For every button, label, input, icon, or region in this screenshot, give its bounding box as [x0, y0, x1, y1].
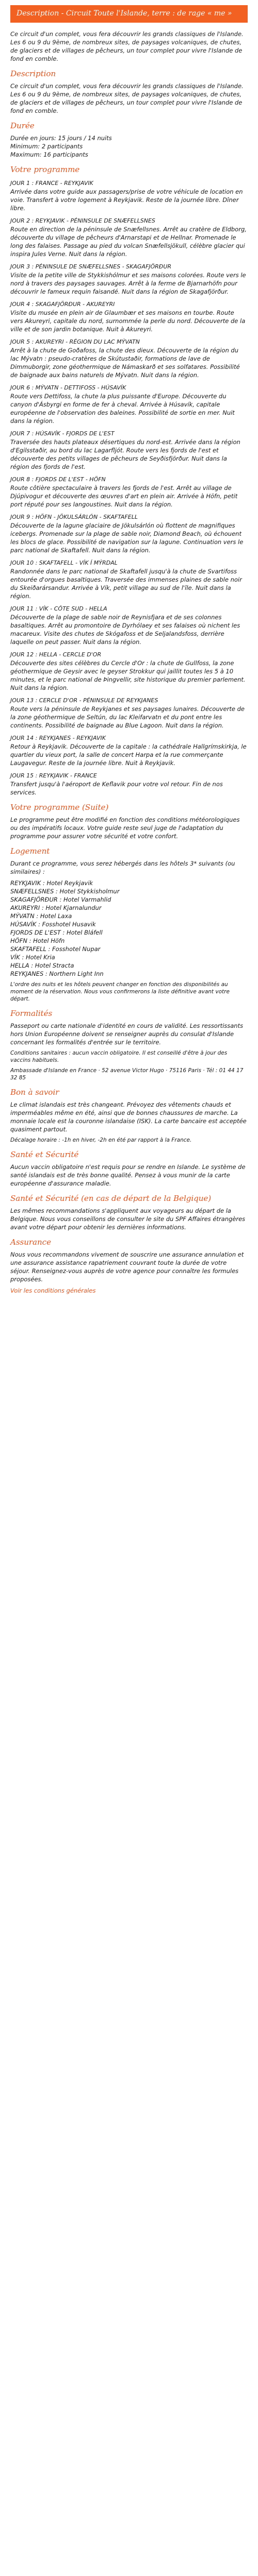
hotel-item: AKUREYRI : Hotel Kjarnalundur — [10, 904, 102, 911]
section-title-logement: Logement — [10, 846, 50, 856]
hotel-item: SKAFTAFELL : Fosshotel Nupar — [10, 945, 101, 953]
day-block — [10, 735, 248, 767]
day-text: Route vers Dettifoss, la chute la plus puissante d'Europe. Découverte du canyon d'Ásbyrgi en forme de fer à cheval. Arrivée à Húsavík, capitale européenne de l'observation des baleines. Possibilité de sortie en mer. Nuit dans la région. — [10, 393, 235, 425]
hotel-item: MÝVATN : Hotel Laxa — [10, 912, 72, 920]
assurance-text: Nous vous recommandons vivement de souscrire une assurance annulation et une assurance assistance rapatriement couvrant toute la durée de votre séjour. Renseignez-vous auprès de votre agence pour connaître les formules proposées. — [10, 1251, 244, 1283]
page — [0, 5, 258, 1313]
hotel-item: HELLA : Hotel Stracta — [10, 962, 74, 969]
section-title-description: Description — [10, 69, 56, 78]
programme-days — [10, 180, 248, 796]
formalites-note: Conditions sanitaires : aucun vaccin obligatoire. Il est conseillé d'être à jour des vaccins habituels. — [10, 1050, 228, 1063]
hotel-item: HÚSAVÍK : Fosshotel Husavik — [10, 921, 96, 928]
day-heading: JOUR 9 : HÖFN - JÖKULSÁRLÓN - SKAFTAFELL — [10, 514, 138, 520]
day-text: Découverte de la plage de sable noir de Reynisfjara et de ses colonnes basaltiques. Arrêt au promontoire de Dyrhólaey et ses falaises où nichent les macareux. Visite des chutes de Skógafoss et de Seljalandsfoss, derrière laquelle on peut passer. Nuit dans la région. — [10, 614, 240, 646]
day-text: Découverte des sites célèbres du Cercle d'Or : la chute de Gullfoss, la zone géothermique de Geysir avec le geyser Strokkur qui jaillit toutes les 5 à 10 minutes, et le parc national de Þingvellir, site historique du premier parlement. Nuit dans la région. — [10, 659, 246, 691]
day-heading: JOUR 10 : SKAFTAFELL - VÍK Í MÝRDAL — [10, 560, 118, 566]
hotel-item: SKAGAFJÖRÐUR : Hotel Varmahlid — [10, 896, 111, 903]
hotel-item: SNÆFELLSNES : Hotel Stykkisholmur — [10, 888, 120, 895]
day-heading: JOUR 13 : CERCLE D'OR - PÉNINSULE DE REYKJANES — [10, 697, 158, 704]
day-text: Visite de la petite ville de Stykkishólmur et ses maisons colorées. Route vers le nord à travers des paysages sauvages. Arrêt à la ferme de Bjarnarhöfn pour découvrir le fameux requin faisandé. Nuit dans la région de Skagafjörður. — [10, 272, 246, 295]
day-heading: JOUR 7 : HÚSAVÍK - FJORDS DE L'EST — [10, 430, 115, 437]
hotel-item: REYKJAVIK : Hotel Reykjavik — [10, 879, 93, 887]
day-heading: JOUR 12 : HELLA - CERCLE D'OR — [10, 651, 102, 658]
programme-suite-text: Le programme peut être modifié en fonction des conditions météorologiques ou des impératifs locaux. Votre guide reste seul juge de l'adaptation du programme pour assurer votre sécurité et votre confort. — [10, 816, 240, 840]
day-block — [10, 217, 248, 258]
section-title-duree: Durée — [10, 121, 35, 130]
duree-list — [10, 134, 248, 159]
day-text: Route vers la péninsule de Reykjanes et ses paysages lunaires. Découverte de la zone géothermique de Seltún, du lac Kleifarvatn et du pont entre les continents. Possibilité de baignade au Blue Lagoon. Nuit dans la région. — [10, 705, 245, 729]
day-heading: JOUR 8 : FJORDS DE L'EST - HÖFN — [10, 476, 106, 483]
sante-text: Aucun vaccin obligatoire n'est requis pour se rendre en Islande. Le système de santé islandais est de très bonne qualité. Pensez à vous munir de la carte européenne d'assurance maladie. — [10, 1163, 246, 1187]
day-text: Transfert jusqu'à l'aéroport de Keflavik pour votre vol retour. Fin de nos services. — [10, 781, 223, 796]
day-block — [10, 605, 248, 646]
logement-note: L'ordre des nuits et les hôtels peuvent changer en fonction des disponibilités au moment de la réservation. Nous vous confirmerons la liste définitive avant votre départ. — [10, 981, 230, 1002]
hotel-item: FJORDS DE L'EST : Hotel Bláfell — [10, 929, 103, 936]
day-text: Retour à Reykjavik. Découverte de la capitale : la cathédrale Hallgrímskirkja, le quartier du vieux port, la salle de concert Harpa et la rue commerçante Laugavegur. Reste de la journée libre. Nuit à Reykjavik. — [10, 743, 247, 767]
day-block — [10, 338, 248, 379]
hotel-item: REYKJANES : Northern Light Inn — [10, 970, 104, 977]
day-heading: JOUR 4 : SKAGAFJÖRÐUR - AKUREYRI — [10, 301, 115, 308]
section-title-programme-suite: Votre programme (Suite) — [10, 803, 109, 812]
day-heading: JOUR 11 : VÍK - CÔTE SUD - HELLA — [10, 605, 107, 612]
day-block — [10, 263, 248, 296]
day-block — [10, 430, 248, 471]
day-block — [10, 697, 248, 730]
duree-line: Maximum: 16 participants — [10, 151, 88, 158]
logement-intro: Durant ce programme, vous serez hébergés dans les hôtels 3* suivants (ou similaires) : — [10, 860, 235, 875]
hotel-item: VÍK : Hotel Kria — [10, 954, 55, 961]
day-block — [10, 384, 248, 425]
day-block — [10, 651, 248, 692]
page-title-banner — [10, 5, 248, 23]
page-title: Description - Circuit Toute l'Islande, terre : de rage « me » — [17, 9, 232, 18]
intro-text: Ce circuit d'un complet, vous fera découvrir les grands classiques de l'Islande. Les 6 ou 9 du 9ème, de nombreux sites, de paysages volcaniques, de chutes, de glaciers et de villages de pêcheurs, un tour complet pour vivre l'Islande de fond en comble. — [10, 30, 244, 62]
day-heading: JOUR 15 : REYKJAVIK - FRANCE — [10, 772, 97, 779]
day-text: Visite du musée en plein air de Glaumbær et ses maisons en tourbe. Route vers Akureyri, capitale du nord, surnommée la perle du nord. Découverte de la ville et de son jardin botanique. Nuit à Akureyri. — [10, 309, 246, 333]
day-heading: JOUR 2 : REYKJAVIK - PÉNINSULE DE SNÆFELLSNES — [10, 217, 155, 224]
day-text: Arrivée dans votre guide aux passagers/prise de votre véhicule de location en voie. Transfert à votre logement à Reykjavik. Reste de la journée libre. Dîner libre. — [10, 188, 243, 212]
day-text: Découverte de la lagune glaciaire de Jökulsárlón où flottent de magnifiques icebergs. Promenade sur la plage de sable noir, Diamond Beach, où échouent les blocs de glace. Possibilité de navigation sur la lagune. Continuation vers le parc national de Skaftafell. Nuit dans la région. — [10, 522, 244, 554]
section-title-sante-belgique: Santé et Sécurité (en cas de départ de la Belgique) — [10, 1194, 212, 1203]
day-block — [10, 180, 248, 212]
duree-line: Durée en jours: 15 jours / 14 nuits — [10, 134, 112, 142]
description-text: Ce circuit d'un complet, vous fera découvrir les grands classiques de l'Islande. Les 6 ou 9 du 9ème, de nombreux sites, de paysages volcaniques, de chutes, de glaciers et de villages de pêcheurs, un tour complet pour vivre l'Islande de fond en comble. — [10, 82, 244, 114]
formalites-text: Passeport ou carte nationale d'identité en cours de validité. Les ressortissants hors Union Européenne doivent se renseigner auprès du consulat d'Islande concernant les formalités d'entrée sur le territoire. — [10, 1022, 244, 1046]
section-title-formalites: Formalités — [10, 1009, 53, 1018]
embassy-address: Ambassade d'Islande en France · 52 avenue Victor Hugo · 75116 Paris · Tél : 01 44 17 32 85 — [10, 1067, 244, 1081]
day-text: Route côtière spectaculaire à travers les fjords de l'est. Arrêt au village de Djúpivogur et découverte des œuvres d'art en plein air. Arrivée à Höfn, petit port réputé pour ses langoustines. Nuit dans la région. — [10, 484, 238, 508]
day-heading: JOUR 6 : MÝVATN - DETTIFOSS - HÚSAVÍK — [10, 384, 126, 391]
day-block — [10, 476, 248, 509]
day-block — [10, 301, 248, 333]
duree-line: Minimum: 2 participants — [10, 143, 83, 150]
section-title-sante: Santé et Sécurité — [10, 1150, 79, 1159]
day-text: Arrêt à la chute de Goðafoss, la chute des dieux. Découverte de la région du lac Mývatn : pseudo-cratères de Skútustaðir, formations de lave de Dimmuborgir, zone géothermique de Námaskarð et ses solfatares. Possibilité de baignade aux bains naturels de Mývatn. Nuit dans la région. — [10, 347, 240, 379]
day-text: Randonnée dans le parc national de Skaftafell jusqu'à la chute de Svartifoss entourée d'orgues basaltiques. Traversée des immenses plaines de sable noir du Skeiðarársandur. Arrivée à Vík, petit village au sud de l'île. Nuit dans la région. — [10, 568, 242, 600]
conditions-link[interactable]: Voir les conditions générales — [10, 1287, 96, 1294]
hotel-item: HÖFN : Hotel Höfn — [10, 937, 65, 944]
hotel-list — [10, 879, 248, 978]
day-block — [10, 514, 248, 554]
day-block — [10, 560, 248, 600]
day-block — [10, 772, 248, 796]
day-heading: JOUR 5 : AKUREYRI - RÉGION DU LAC MÝVATN — [10, 338, 140, 345]
sante-belgique-text: Les mêmes recommandations s'appliquent aux voyageurs au départ de la Belgique. Nous vous conseillons de consulter le site du SPF Affaires étrangères avant votre départ pour obtenir les dernières informations. — [10, 1207, 246, 1231]
day-heading: JOUR 14 : REYKJANES - REYKJAVIK — [10, 735, 106, 741]
day-text: Traversée des hauts plateaux désertiques du nord-est. Arrivée dans la région d'Egilsstaðir, au bord du lac Lagarfljót. Route vers les fjords de l'est et découverte des petits villages de pêcheurs de Seyðisfjörður. Nuit dans la région des fjords de l'est. — [10, 438, 240, 470]
section-title-bon-a-savoir: Bon à savoir — [10, 1088, 59, 1097]
bon-a-savoir-note: Décalage horaire : -1h en hiver, -2h en été par rapport à la France. — [10, 1137, 192, 1143]
day-text: Route en direction de la péninsule de Snæfellsnes. Arrêt au cratère de Eldborg, découverte du village de pêcheurs d'Arnarstapi et de Hellnar. Promenade le long des falaises. Passage au pied du volcan Snæfellsjökull, célèbre glacier qui inspira Jules Verne. Nuit dans la région. — [10, 226, 247, 258]
day-heading: JOUR 1 : FRANCE - REYKJAVIK — [10, 180, 93, 187]
bon-a-savoir-text: Le climat islandais est très changeant. Prévoyez des vêtements chauds et imperméables même en été, ainsi que de bonnes chaussures de marche. La monnaie locale est la couronne islandaise (ISK). La carte bancaire est acceptée quasiment partout. — [10, 1101, 247, 1133]
section-title-programme: Votre programme — [10, 165, 80, 174]
day-heading: JOUR 3 : PÉNINSULE DE SNÆFELLSNES - SKAGAFJÖRÐUR — [10, 263, 172, 270]
section-title-assurance: Assurance — [10, 1238, 51, 1247]
